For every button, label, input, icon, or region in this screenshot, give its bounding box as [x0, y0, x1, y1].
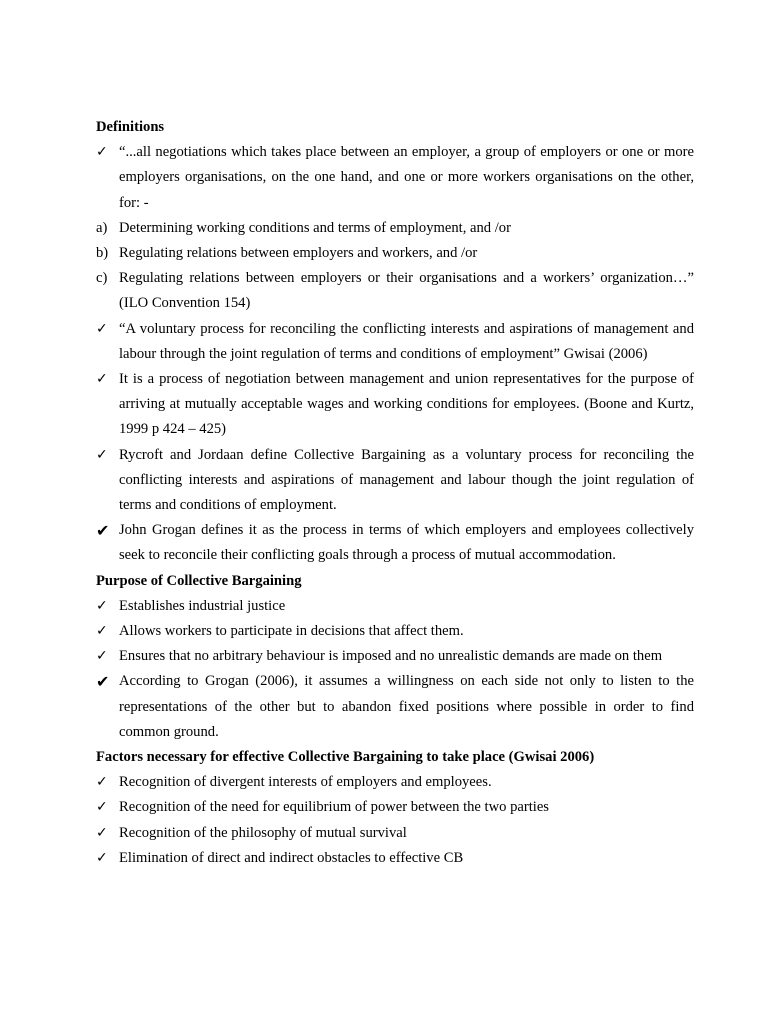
list-item-text: Establishes industrial justice: [119, 597, 286, 614]
list-item: [96, 367, 694, 443]
list-item: [96, 846, 694, 871]
checkmark-icon: ✓: [96, 849, 108, 866]
list-item: [96, 821, 694, 846]
list-item-text: Rycroft and Jordaan define Collective Bargaining as a voluntary process for reconciling the conflicting interests and aspirations of management and labour though the joint regulation of terms and conditions of employment.: [119, 446, 694, 514]
checkmark-icon: ✓: [96, 648, 108, 665]
list-item: [96, 266, 694, 316]
list-item-text: Determining working conditions and terms of employment, and /or: [119, 219, 511, 236]
list-item: [96, 140, 694, 216]
section-heading: Factors necessary for effective Collective Bargaining to take place (Gwisai 2006): [96, 749, 595, 766]
list-letter-marker: a): [96, 219, 108, 236]
list-item: [96, 241, 694, 266]
checkmark-icon: ✔: [96, 521, 110, 541]
list-item-text: Allows workers to participate in decisions that affect them.: [119, 623, 464, 640]
section-heading: Purpose of Collective Bargaining: [96, 572, 302, 589]
list-item-text: Recognition of the need for equilibrium of power between the two parties: [119, 799, 549, 816]
checkmark-icon: ✓: [96, 799, 108, 816]
checkmark-icon: ✔: [96, 672, 110, 692]
list-item: [96, 795, 694, 820]
list-item: [96, 644, 694, 669]
list-item: [96, 216, 694, 241]
checkmark-icon: ✓: [96, 144, 108, 161]
list-item: [96, 619, 694, 644]
list-item-text: Recognition of divergent interests of employers and employees.: [119, 774, 492, 791]
list-item-text: According to Grogan (2006), it assumes a willingness on each side not only to listen to the representations of the other but to abandon fixed positions where possible in order to find common ground.: [119, 673, 694, 740]
list-item-text: Regulating relations between employers and workers, and /or: [119, 245, 478, 262]
checkmark-icon: ✓: [96, 774, 108, 791]
list-item: [96, 443, 694, 519]
list-item-text: John Grogan defines it as the process in terms of which employers and employees collectively seek to reconcile their conflicting goals through a process of mutual accommodation.: [119, 522, 694, 564]
checkmark-icon: ✓: [96, 446, 108, 463]
list-item-text: Recognition of the philosophy of mutual survival: [119, 824, 407, 841]
list-item: [96, 770, 694, 795]
list-letter-marker: b): [96, 245, 109, 262]
list-item: [96, 594, 694, 619]
list-item-text: Regulating relations between employers or their organisations and a workers’ organization…” (ILO Convention 154): [119, 270, 694, 312]
list-item: [96, 518, 694, 568]
list-item: [96, 669, 694, 745]
list-item-text: “A voluntary process for reconciling the conflicting interests and aspirations of management and labour through the joint regulation of terms and conditions of employment” Gwisai (2006): [119, 320, 694, 362]
checkmark-icon: ✓: [96, 320, 108, 337]
section-heading: Definitions: [96, 119, 165, 135]
checkmark-icon: ✓: [96, 623, 108, 640]
checkmark-icon: ✓: [96, 597, 108, 614]
checkmark-icon: ✓: [96, 371, 108, 388]
list-letter-marker: c): [96, 270, 108, 287]
list-item-text: Elimination of direct and indirect obstacles to effective CB: [119, 849, 464, 866]
checkmark-icon: ✓: [96, 824, 108, 841]
list-item-text: It is a process of negotiation between management and union representatives for the purpose of arriving at mutually acceptable wages and working conditions for employees. (Boone and Kurtz, 1999 p 424 – 425): [119, 371, 694, 438]
list-item-text: Ensures that no arbitrary behaviour is imposed and no unrealistic demands are made on them: [119, 648, 663, 665]
list-item: [96, 317, 694, 367]
list-item-text: “...all negotiations which takes place between an employer, a group of employers or one or more employers organisations, on the one hand, and one or more workers organisations on the other, for: -: [119, 144, 694, 211]
document-page: [96, 115, 694, 871]
